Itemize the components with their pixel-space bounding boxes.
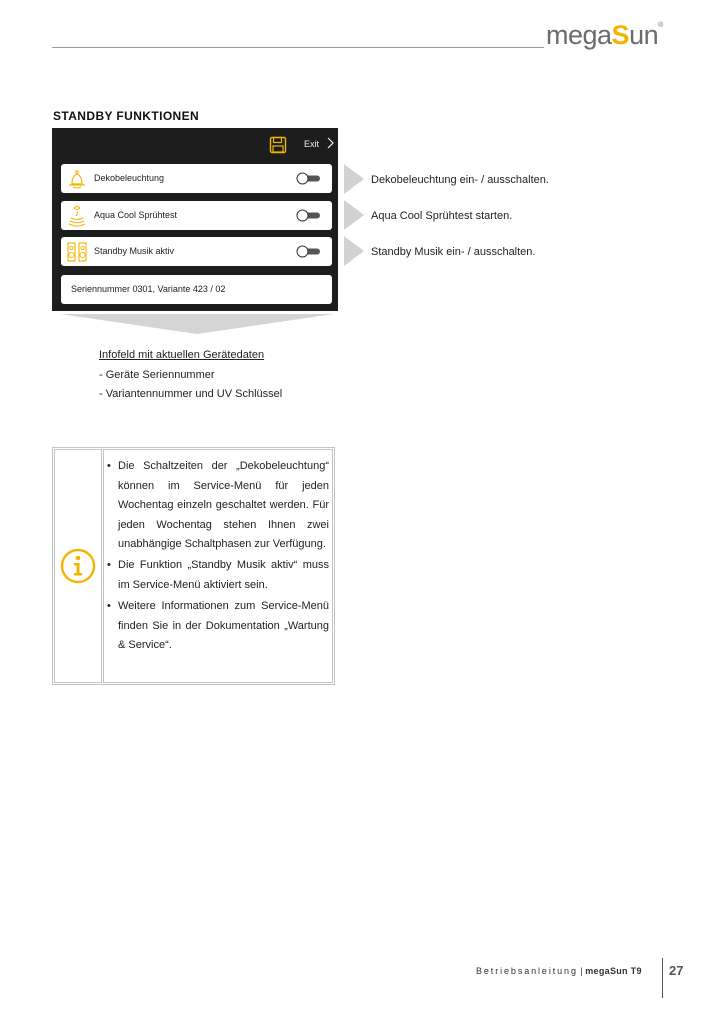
note-bullet: • Weitere Informationen zum Service-Menü finden Sie in der Dokumentation „Wartung & Service“.: [107, 597, 329, 656]
infofeld-line: - Variantennummer und UV Schlüssel: [99, 388, 283, 400]
row-label: Aqua Cool Sprühtest: [94, 210, 178, 220]
note-bullet-list: [107, 457, 329, 657]
row-standby-musik[interactable]: [61, 237, 332, 266]
pointer-arrow: [60, 314, 334, 334]
toggle-switch[interactable]: [296, 172, 322, 185]
chevron-right-icon[interactable]: [326, 137, 334, 149]
infofeld-title: Infofeld mit aktuellen Gerätedaten: [99, 349, 265, 361]
row-dekobeleuchtung[interactable]: [61, 164, 332, 193]
row-label: Standby Musik aktiv: [94, 246, 175, 256]
spray-icon: [66, 205, 88, 227]
description-dekobeleuchtung: Dekobeleuchtung ein- / ausschalten.: [371, 174, 549, 186]
lamp-icon: [66, 168, 88, 190]
triangle-pointer-icon: [344, 236, 364, 266]
speaker-icon: [66, 241, 88, 263]
megasun-logo: megaSun®: [546, 20, 663, 50]
toggle-switch[interactable]: [296, 209, 322, 222]
triangle-pointer-icon: [344, 200, 364, 230]
note-bullet: • Die Funktion „Standby Musik aktiv“ muss im Service-Menü aktiviert sein.: [107, 556, 329, 595]
row-label: Dekobeleuchtung: [94, 173, 165, 183]
device-info-text: Seriennummer 0301, Variante 423 / 02: [71, 284, 226, 294]
triangle-pointer-icon: [344, 164, 364, 194]
section-title: STANDBY FUNKTIONEN: [53, 109, 200, 123]
page-number: 27: [669, 963, 684, 978]
footer-label: Betriebsanleitung | megaSun T9: [476, 966, 642, 976]
infofeld-line: - Geräte Seriennummer: [99, 368, 215, 381]
note-bullet: • Die Schaltzeiten der „Dekobeleuchtung“ können im Service-Menü für jeden Wochentag einzeln geschaltet werden. Für jeden Wochentag stehen Ihnen zwei unabhängige Schaltphasen zur Verfügung.: [107, 457, 329, 555]
description-standby-musik: Standby Musik ein- / ausschalten.: [371, 246, 536, 258]
toggle-switch[interactable]: [296, 245, 322, 258]
footer-divider: [662, 958, 663, 998]
save-icon[interactable]: [269, 136, 287, 154]
infofeld-text: [99, 346, 282, 405]
device-info-field: [61, 275, 332, 304]
row-aqua-cool[interactable]: [61, 201, 332, 230]
header-rule: [52, 47, 544, 48]
exit-button[interactable]: Exit: [304, 139, 320, 149]
description-aqua-cool: Aqua Cool Sprühtest starten.: [371, 210, 513, 222]
info-icon: [60, 548, 96, 584]
